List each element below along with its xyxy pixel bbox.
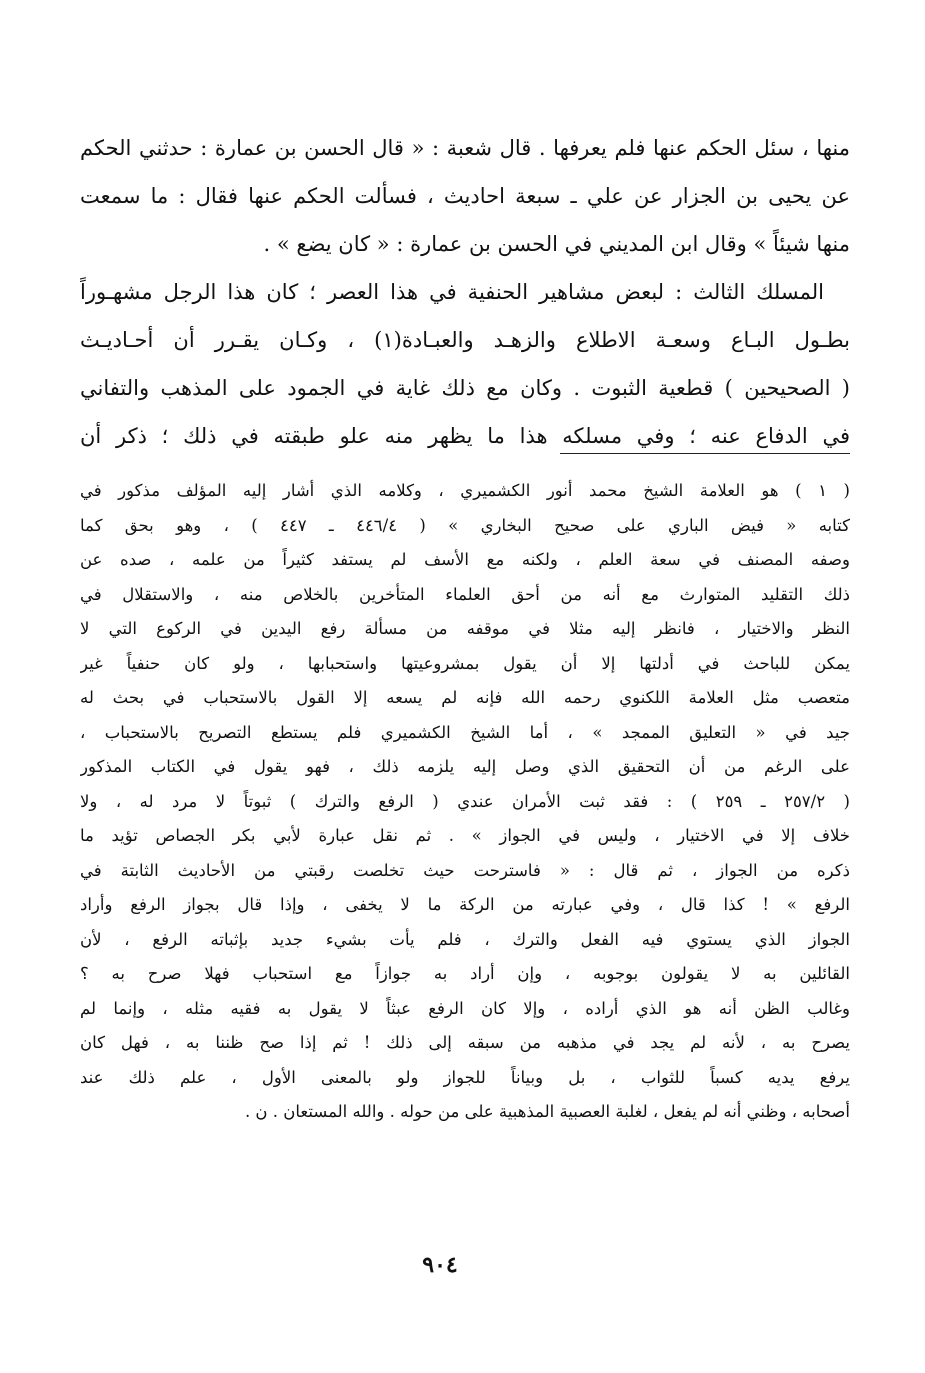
footnote-line: خلاف إلا في الاختيار ، وليس في الجواز » . ثم نقل عبارة لأبي بكر الجصاص تؤيد ما <box>80 826 850 845</box>
main-text-line: في الدفاع عنه ؛ وفي مسلكه هذا ما يظهر منه علو طبقته في ذلك ؛ ذكر أن <box>80 424 850 448</box>
footnote-line: ذلك التقليد المتوارث مع أنه من أحق العلماء المتأخرين بالخلاص منه ، والاستقلال في <box>80 584 850 604</box>
footnote-line: يمكن للباحث في أدلتها إلا أن يقول بمشروعيتها واستحبابها ، ولو كان حنفياً غير <box>80 653 850 673</box>
footnote-line: ( ١ ) هو العلامة الشيخ محمد أنور الكشميري ، وكلامه الذي أشار إليه المؤلف مذكور في <box>80 481 850 500</box>
footnote-line: ( ٢٥٧/٢ ـ ٢٥٩ ) : فقد ثبت الأمران عندي ( الرفع والترك ) ثبوتاً لا مرد له ، ولا <box>80 791 850 811</box>
footnote-line: يصرح به ، لأنه لم يجد في مذهبه من سبقه إلى ذلك ! ثم إذا صح ظننا به ، فهل كان <box>80 1033 850 1052</box>
footnote-line: القائلين به لا يقولون بوجوبه ، وإن أراد به جوازاً مع استحباب فهلا صرح به ؟ <box>80 964 850 983</box>
main-text-block <box>80 124 850 460</box>
footnote-line: يرفع يديه كسباً للثواب ، بل وبياناً للجواز ولو بالمعنى الأول ، علم ذلك عند <box>80 1067 850 1087</box>
footnote-separator <box>560 453 850 454</box>
main-text-line: منها ، سئل الحكم عنها فلم يعرفها . قال شعبة : « قال الحسن بن عمارة : حدثني الحكم <box>80 136 850 160</box>
main-text-line: عن يحيى بن الجزار عن علي ـ سبعة احاديث ، فسألت الحكم عنها فقال : ما سمعت <box>80 184 850 208</box>
footnote-line: على الرغم من أن التحقيق الذي وصل إليه يلزمه ذلك ، فهو يقول في الكتاب المذكور <box>80 757 850 776</box>
footnote-line: متعصب مثل العلامة اللكنوي رحمه الله فإنه لم يسعه إلا القول بالاستحباب في بحث له <box>80 688 850 707</box>
footnote-line: جيد في « التعليق الممجد » ، أما الشيخ الكشميري فلم يستطع التصريح بالاستحباب ، <box>80 722 850 742</box>
main-text-line: منها شيئاً » وقال ابن المديني في الحسن بن عمارة : « كان يضع » . <box>263 232 850 256</box>
footnote-block <box>80 474 850 1130</box>
footnote-line: أصحابه ، وظني أنه لم يفعل ، لغلبة العصبية المذهبية على من حوله . والله المستعان . ن . <box>244 1102 850 1121</box>
main-text-line: ( الصحيحين ) قطعية الثبوت . وكان مع ذلك غاية في الجمود على المذهب والتفاني <box>80 376 850 400</box>
footnote-line: النظر والاختيار ، فانظر إليه مثلا في موقفه من مسألة رفع اليدين في الركوع التي لا <box>80 619 850 638</box>
page-number: ٩٠٤ <box>422 1252 458 1278</box>
footnote-line: كتابه « فيض الباري على صحيح البخاري » ( ٤٤٦/٤ ـ ٤٤٧ ) ، وهو بحق كما <box>80 515 850 535</box>
main-text-line: بطـول البـاع وسعـة الاطلاع والزهـد والعبـادة(١) ، وكـان يقـرر أن أحـاديـث <box>80 328 850 352</box>
footnote-line: الجواز الذي يستوي فيه الفعل والترك ، فلم يأت بشيء جديد بإثباته الرفع ، لأن <box>80 929 850 949</box>
footnote-line: وصفه المصنف في سعة العلم ، ولكنه مع الأسف لم يستفد كثيراً من علمه ، صده عن <box>80 550 850 569</box>
footnote-line: ذكره من الجواز ، ثم قال : « فاسترحت حيث تخلصت رقبتي من الأحاديث الثابتة في <box>80 860 850 880</box>
footnote-line: الرفع » ! كذا قال ، وفي عبارته من الركة ما لا يخفى ، وإذا قال بجواز الرفع وأراد <box>80 895 850 914</box>
footnote-line: وغالب الظن أنه هو الذي أراده ، وإلا كان الرفع عبثاً لا يقول به فقيه مثله ، وإنما لم <box>80 998 850 1018</box>
main-text-line: المسلك الثالث : لبعض مشاهير الحنفية في هذا العصر ؛ كان هذا الرجل مشهـوراً <box>80 280 824 304</box>
